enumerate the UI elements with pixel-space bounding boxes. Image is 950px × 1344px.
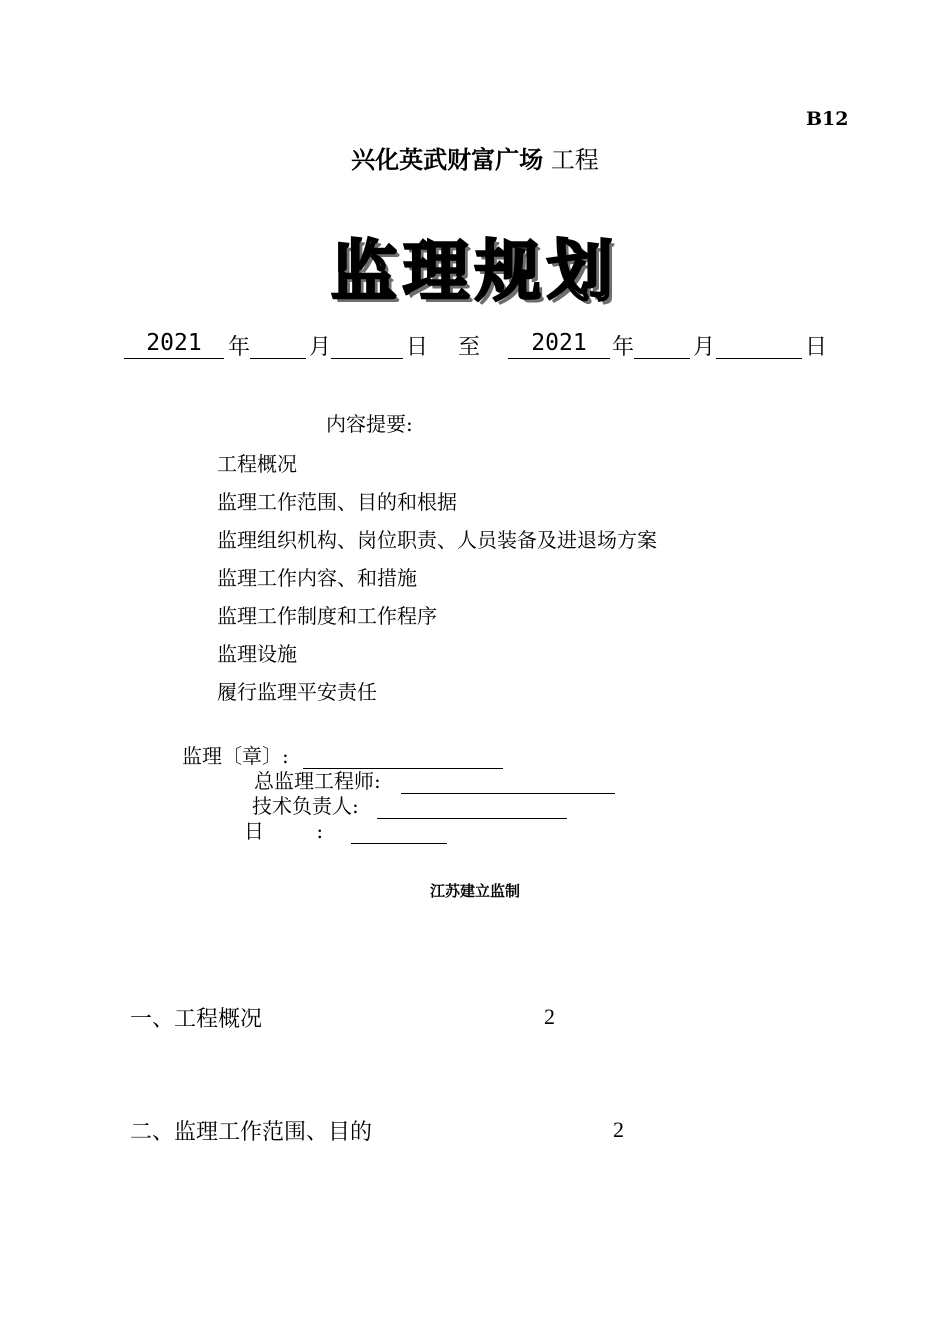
toc-item: 监理设施 [217, 642, 297, 666]
date-row [244, 815, 447, 844]
date-line [351, 823, 447, 844]
chief-engineer-label: 总监理工程师: [254, 769, 381, 793]
end-year: 2021 [531, 330, 587, 356]
start-year-field [124, 330, 224, 359]
to-char: 至 [458, 335, 481, 360]
start-month-blank [250, 330, 306, 359]
start-day-char: 日 [406, 335, 429, 360]
toc-item: 监理组织机构、岗位职责、人员装备及进退场方案 [217, 528, 657, 552]
project-suffix: 工程 [543, 146, 599, 174]
start-month-char: 月 [309, 335, 332, 360]
section-heading: 二、监理工作范围、目的 [130, 1120, 373, 1145]
project-title [0, 140, 950, 175]
section-page-number: 2 [613, 1117, 624, 1142]
date-colon: : [316, 819, 324, 843]
toc-heading: 内容提要: [326, 412, 413, 436]
end-year-field [508, 330, 610, 359]
start-day-blank [331, 330, 403, 359]
toc-item: 工程概况 [217, 452, 297, 476]
end-day-blank [716, 330, 802, 359]
start-year: 2021 [146, 330, 202, 356]
section-page-number: 2 [544, 1004, 555, 1029]
date-label: 日 [244, 819, 264, 843]
end-day-char: 日 [805, 335, 828, 360]
toc-item: 监理工作范围、目的和根据 [217, 490, 457, 514]
end-month-char: 月 [693, 335, 716, 360]
toc-item: 监理工作制度和工作程序 [217, 604, 437, 628]
period-line [0, 330, 950, 364]
end-month-blank [634, 330, 690, 359]
toc-item: 履行监理平安责任 [217, 680, 377, 704]
end-year-char: 年 [612, 335, 635, 360]
maker-note: 江苏建立监制 [429, 882, 520, 900]
section-heading: 一、工程概况 [130, 1007, 263, 1032]
project-name: 兴化英武财富广场 [351, 145, 544, 174]
start-year-char: 年 [228, 335, 251, 360]
document-code: B12 [806, 108, 849, 130]
main-title: 监理规划 [331, 233, 619, 310]
supervisor-seal-label: 监理〔章〕: [182, 744, 289, 768]
tech-lead-label: 技术负责人: [252, 794, 359, 818]
toc-item: 监理工作内容、和措施 [217, 566, 417, 590]
